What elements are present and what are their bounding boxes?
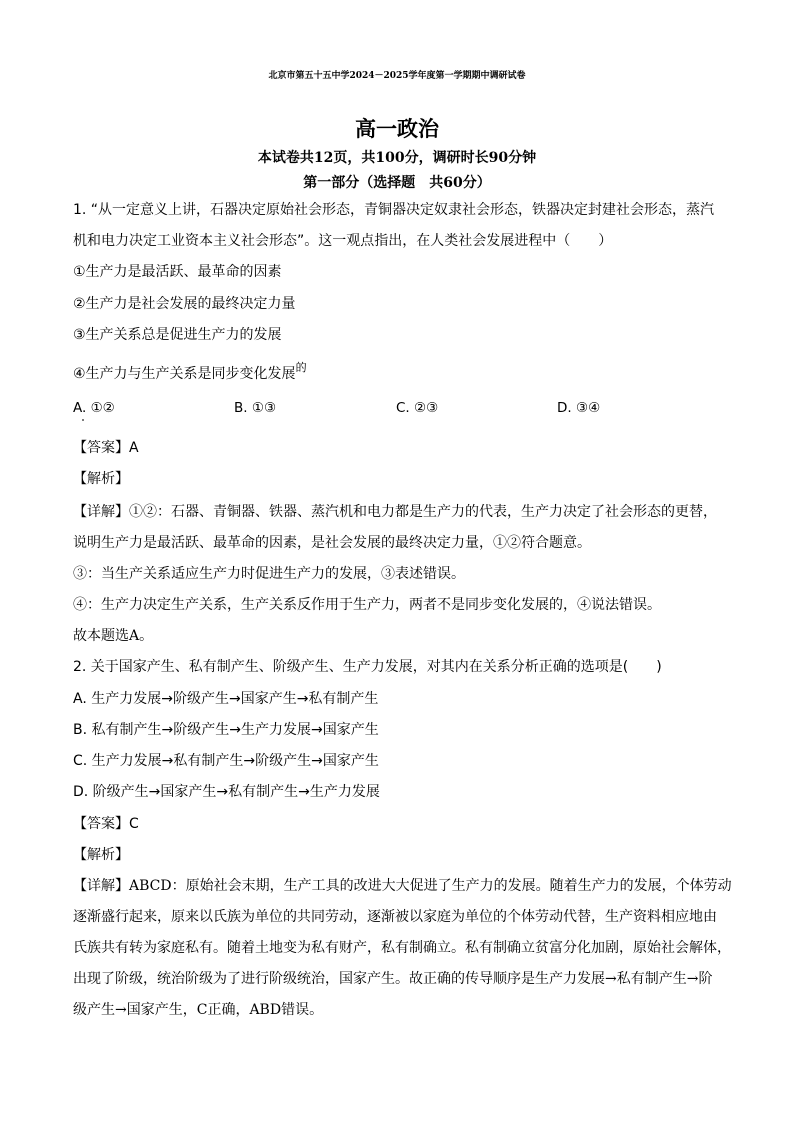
q1-analysis-label: 【解析】 [73,471,129,487]
stray-dot [82,419,84,421]
q1-option-a: A. ①② [73,400,115,416]
q2-detail-line-3: 氏族共有转为家庭私有。随着土地变为私有财产，私有制确立。私有制确立贫富分化加剧，原始社会解体， [73,940,731,956]
q1-statement-4-text: ④生产力与生产关系是同步变化发展 [73,366,296,382]
q2-stem: 2. 关于国家产生、私有制产生、阶级产生、生产力发展，对其内在关系分析正确的选项是( ) [73,659,662,675]
q2-option-b: B. 私有制产生→阶级产生→生产力发展→国家产生 [73,722,379,738]
q1-detail-line-4: ④：生产力决定生产关系，生产关系反作用于生产力，两者不是同步变化发展的，④说法错误。 [73,597,661,613]
q2-detail-line-4: 出现了阶级，统治阶级为了进行阶级统治，国家产生。故正确的传导顺序是生产力发展→私有制产生→阶 [73,971,713,987]
q1-stem-line-2: 机和电力决定工业资本主义社会形态”。这一观点指出，在人类社会发展进程中（ ） [73,233,613,249]
q2-detail-line-1: 【详解】ABCD：原始社会末期，生产工具的改进大大促进了生产力的发展。随着生产力的发展，个体劳动 [73,878,732,894]
q2-answer: 【答案】C [73,816,139,832]
q1-stem-line-1: 1. “从一定意义上讲，石器决定原始社会形态，青铜器决定奴隶社会形态，铁器决定封建社会形态，蒸汽 [73,202,715,218]
q1-detail-line-1: 【详解】①②：石器、青铜器、铁器、蒸汽机和电力都是生产力的代表，生产力决定了社会形态的更替， [73,504,717,520]
q1-statement-3: ③生产关系总是促进生产力的发展 [73,327,282,343]
q1-option-c: C. ②③ [396,400,439,416]
q2-option-a: A. 生产力发展→阶级产生→国家产生→私有制产生 [73,691,379,707]
q2-detail-line-5: 级产生→国家产生，C正确，ABD错误。 [73,1002,324,1018]
exam-subject: 高一政治 [355,116,439,141]
section-heading: 第一部分（选择题 共60分） [303,175,491,191]
q1-option-b: B. ①③ [234,400,277,416]
exam-title: 北京市第五十五中学2024－2025学年度第一学期期中调研试卷 [268,71,526,81]
q1-detail-line-3: ③：当生产关系适应生产力时促进生产力的发展，③表述错误。 [73,566,465,582]
q1-statement-4-suffix: 的 [295,361,307,374]
q2-analysis-label: 【解析】 [73,847,129,863]
q2-option-c: C. 生产力发展→私有制产生→阶级产生→国家产生 [73,753,379,769]
q1-statement-4 [73,361,733,385]
q2-option-d: D. 阶级产生→国家产生→私有制产生→生产力发展 [73,784,380,800]
q2-detail-line-2: 逐渐盛行起来，原来以氏族为单位的共同劳动，逐渐被以家庭为单位的个体劳动代替，生产资料相应地由 [73,909,717,925]
q1-answer: 【答案】A [73,440,139,456]
q1-detail-line-2: 说明生产力是最活跃、最革命的因素，是社会发展的最终决定力量，①②符合题意。 [73,535,591,551]
q1-statement-2: ②生产力是社会发展的最终决定力量 [73,296,296,312]
exam-info: 本试卷共12页，共100分，调研时长90分钟 [257,150,537,166]
q1-statement-1: ①生产力是最活跃、最革命的因素 [73,264,282,280]
q1-detail-line-5: 故本题选A。 [73,628,154,644]
q1-option-d: D. ③④ [557,400,601,416]
